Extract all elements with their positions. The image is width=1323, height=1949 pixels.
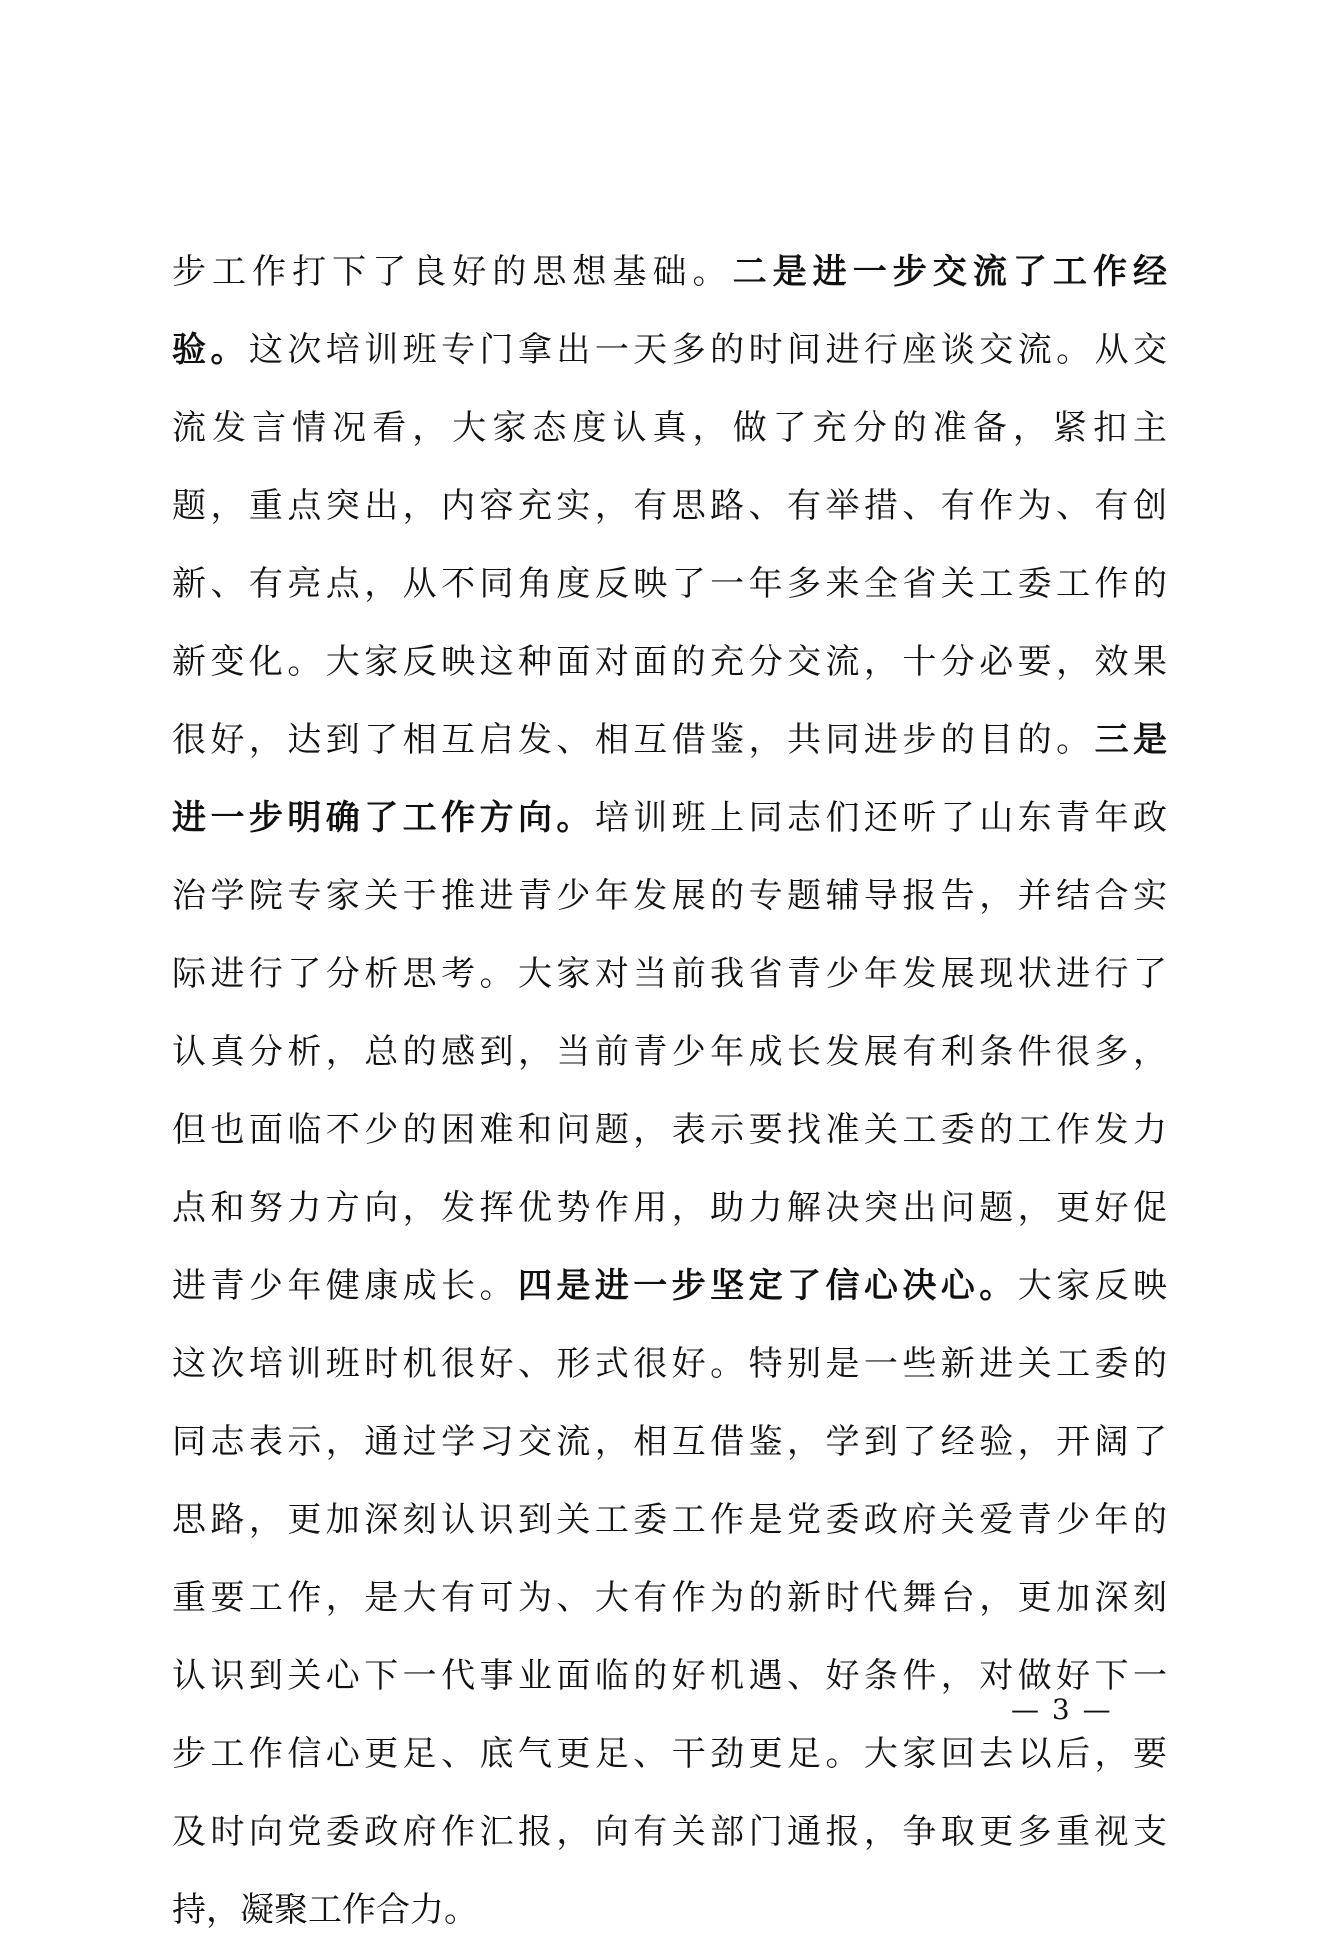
text-line [172, 1247, 1167, 1325]
text-segment: 及时向党委政府作汇报，向有关部门通报，争取更多重视支 [172, 1812, 1167, 1852]
bold-text-segment: 三是 [1094, 720, 1168, 760]
text-line [172, 1325, 1167, 1403]
text-segment: 步工作信心更足、底气更足、干劲更足。大家回去以后，要 [172, 1734, 1167, 1774]
text-line [172, 701, 1167, 779]
text-segment: 认真分析，总的感到，当前青少年成长发展有利条件很多， [172, 1032, 1167, 1072]
text-line [172, 1481, 1167, 1559]
text-line [172, 389, 1167, 467]
text-segment: 步工作打下了良好的思想基础。 [172, 252, 733, 292]
text-segment: 很好，达到了相互启发、相互借鉴，共同进步的目的。 [172, 720, 1095, 760]
text-line [172, 1091, 1167, 1169]
text-segment: 持，凝聚工作合力。 [172, 1890, 478, 1930]
text-segment: 新变化。大家反映这种面对面的充分交流，十分必要，效果 [172, 642, 1167, 682]
text-line [172, 935, 1167, 1013]
text-line [172, 779, 1167, 857]
text-segment: 但也面临不少的困难和问题，表示要找准关工委的工作发力 [172, 1110, 1167, 1150]
text-segment: 认识到关心下一代事业面临的好机遇、好条件，对做好下一 [172, 1656, 1167, 1696]
text-segment: 点和努力方向，发挥优势作用，助力解决突出问题，更好促 [172, 1188, 1167, 1228]
text-line [172, 1013, 1167, 1091]
text-segment: 题，重点突出，内容充实，有思路、有举措、有作为、有创 [172, 486, 1167, 526]
text-line [172, 857, 1167, 935]
text-line [172, 1559, 1167, 1637]
text-segment: 这次培训班专门拿出一天多的时间进行座谈交流。从交 [248, 330, 1168, 370]
text-line [172, 467, 1167, 545]
text-segment: 重要工作，是大有可为、大有作为的新时代舞台，更加深刻 [172, 1578, 1167, 1618]
text-segment: 新、有亮点，从不同角度反映了一年多来全省关工委工作的 [172, 564, 1167, 604]
text-line [172, 311, 1167, 389]
text-line [172, 545, 1167, 623]
text-segment: 这次培训班时机很好、形式很好。特别是一些新进关工委的 [172, 1344, 1167, 1384]
text-segment: 大家反映 [1017, 1266, 1168, 1306]
text-line [172, 1793, 1167, 1871]
text-line [172, 1403, 1167, 1481]
text-line [172, 233, 1167, 311]
text-segment: 培训班上同志们还听了山东青年政 [594, 798, 1168, 838]
text-line [172, 1871, 1167, 1949]
text-segment: 流发言情况看，大家态度认真，做了充分的准备，紧扣主 [172, 408, 1167, 448]
bold-text-segment: 验。 [172, 330, 249, 370]
bold-text-segment: 进一步明确了工作方向。 [172, 798, 595, 838]
text-segment: 进青少年健康成长。 [172, 1266, 518, 1306]
text-line [172, 623, 1167, 701]
page-number: — 3 — [1011, 1693, 1113, 1726]
bold-text-segment: 二是进一步交流了工作经 [732, 252, 1168, 292]
text-segment: 际进行了分析思考。大家对当前我省青少年发展现状进行了 [172, 954, 1167, 994]
text-line [172, 1169, 1167, 1247]
bold-text-segment: 四是进一步坚定了信心决心。 [517, 1266, 1018, 1306]
text-segment: 治学院专家关于推进青少年发展的专题辅导报告，并结合实 [172, 876, 1167, 916]
text-segment: 思路，更加深刻认识到关工委工作是党委政府关爱青少年的 [172, 1500, 1167, 1540]
text-segment: 同志表示，通过学习交流，相互借鉴，学到了经验，开阔了 [172, 1422, 1167, 1462]
